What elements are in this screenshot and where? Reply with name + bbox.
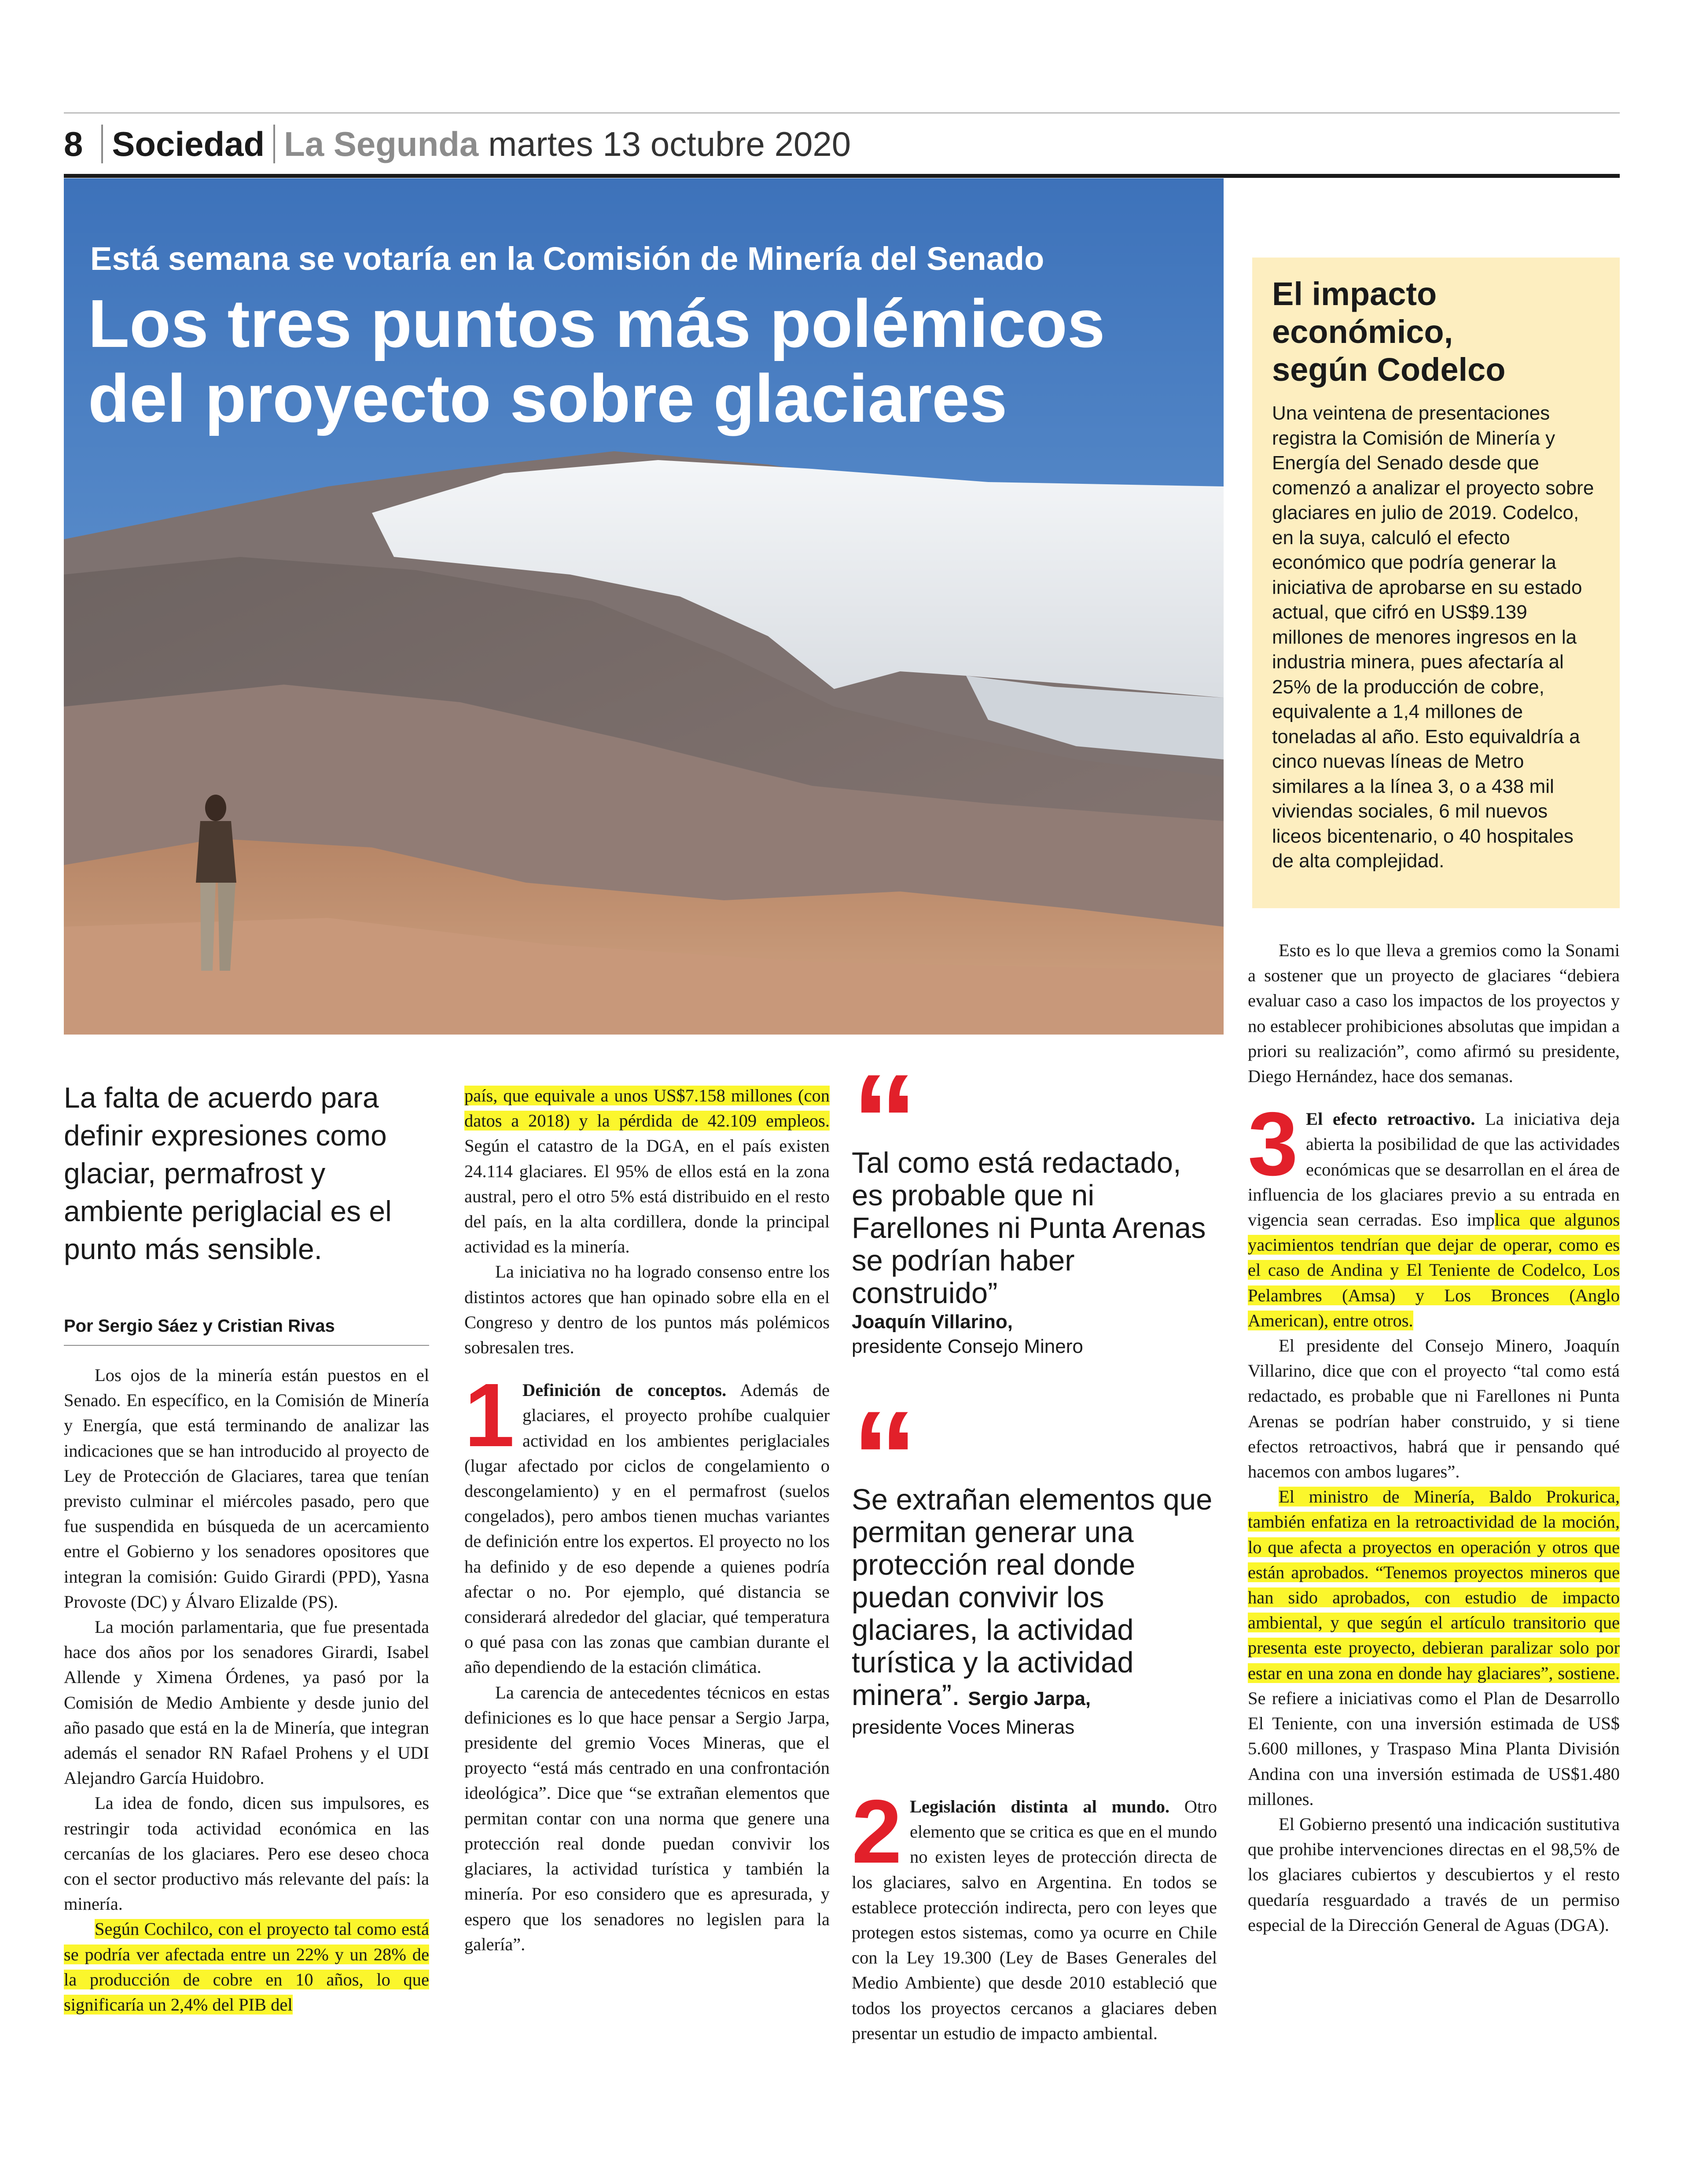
section-number-3: 3 bbox=[1248, 1094, 1298, 1195]
highlighted-text: país, que equivale a unos US$7.158 millones (con datos a 2018) y la pérdida de 42.109 empleos. bbox=[464, 1086, 830, 1131]
quote-author-role: presidente Voces Mineras bbox=[852, 1716, 1075, 1738]
section-name: Sociedad bbox=[112, 124, 265, 163]
sidebar-title-line: El impacto bbox=[1272, 276, 1437, 312]
quote-author-role: presidente Consejo Minero bbox=[852, 1336, 1083, 1357]
article-lead: La falta de acuerdo para definir expresiones como glaciar, permafrost y ambiente periglacial es el punto más sensible. bbox=[64, 1081, 392, 1265]
article-headline bbox=[88, 286, 1215, 436]
quote-mark-icon: “ bbox=[852, 1046, 918, 1194]
page-number: 8 bbox=[64, 124, 83, 163]
body-paragraph bbox=[1248, 1484, 1620, 1812]
quote-text bbox=[852, 1484, 1217, 1715]
highlighted-text: lica que algunos yacimientos tendrían que dejar de operar, como es el caso de Andina y El Teniente de Codelco, Los Pelambres (Amsa) y Los Bronces (Anglo American), entre otros. bbox=[1248, 1210, 1620, 1330]
sidebar-box bbox=[1252, 258, 1620, 908]
quote-author: Joaquín Villarino, bbox=[852, 1311, 1013, 1333]
body-text: Se refiere a iniciativas como el Plan de Desarrollo El Teniente, con una inversión estimada de US$ 5.600 millones, y Traspaso Mina Planta División Andina con una inversión estimada de US$1.480 millones. bbox=[1248, 1688, 1620, 1809]
quote-1 bbox=[852, 1046, 1217, 1359]
sidebar-body: Una veintena de presentaciones registra la Comisión de Minería y Energía del Senado desde que comenzó a analizar el proyecto sobre glaciares en julio de 2019. Codelco, en la suya, calculó el efecto económico que podría generar la iniciativa de aprobarse en su estado actual, que cifró en US$9.139 millones de menores ingresos en la industria minera, pues afectaría al 25% de la producción de cobre, equivalente a 1,4 millones de toneladas al año. Esto equivaldría a cinco nuevas líneas de Metro similares a la línea 3, o a 438 mil viviendas sociales, 6 mil nuevos liceos bicentenario, o 40 hospitales de alta complejidad. bbox=[1272, 402, 1594, 872]
body-paragraph bbox=[464, 1083, 830, 1259]
body-text: Según el catastro de la DGA, en el país existen 24.114 glaciares. El 95% de ellos está en la zona austral, pero el otro 5% está distribuido en el resto del país, en la alta cordillera, donde la principal actividad es la minería. bbox=[464, 1136, 830, 1257]
body-column-3 bbox=[852, 1781, 1217, 2046]
headline-line: Los tres puntos más polémicos bbox=[88, 286, 1105, 361]
sidebar-title bbox=[1272, 275, 1600, 389]
masthead-divider bbox=[101, 125, 103, 163]
body-paragraph: La moción parlamentaria, que fue presentada hace dos años por los senadores Girardi, Isabel Allende y Ximena Órdenes, ya pasó por la Comisión de Medio Ambiente y desde junio del año pasado que está en la de Minería, que integran además el senador RN Rafael Prohens y el UDI Alejandro García Huidobro. bbox=[64, 1617, 429, 1788]
body-paragraph: Los ojos de la minería están puestos en el Senado. En específico, en la Comisión de Minería y Energía, que está terminando de analizar las indicaciones que se han introducido al proyecto de Ley de Protección de Glaciares, tarea que tenían previsto culminar el miércoles pasado, pero que fue suspendida en búsqueda de un acercamiento entre el Gobierno y los senadores opositores que integran la comisión: Guido Girardi (PPD), Yasna Provoste (DC) y Álvaro Elizalde (PS). bbox=[64, 1365, 429, 1612]
top-rule bbox=[64, 112, 1620, 114]
issue-date: martes 13 octubre 2020 bbox=[488, 124, 851, 163]
body-paragraph: La idea de fondo, dicen sus impulsores, es restringir toda actividad económica en las cercanías de los glaciares. Pero ese deseo choca con el sector productivo más relevante del país: la minería. bbox=[64, 1793, 429, 1914]
header-rule bbox=[64, 174, 1620, 178]
sidebar-title-line: económico, bbox=[1272, 313, 1453, 350]
body-paragraph: El Gobierno presentó una indicación sustitutiva que prohibe intervenciones directas en el 98,5% de los glaciares cubiertos y descubiertos y el resto quedaría resguardado a través de un permiso especial de la Dirección General de Aguas (DGA). bbox=[1248, 1814, 1620, 1935]
section-2 bbox=[852, 1781, 1217, 2046]
body-paragraph: El presidente del Consejo Minero, Joaquín Villarino, dice que con el proyecto “tal como está redactado, es probable que ni Farellones ni Punta Arenas se podrían haber construido, y si tiene efectos retroactivos, habrá que ir pensando qué hacemos con ambos lugares”. bbox=[1248, 1336, 1620, 1482]
quote-author: Sergio Jarpa, bbox=[968, 1688, 1091, 1709]
body-column-2 bbox=[464, 1083, 830, 1957]
highlighted-text: Según Cochilco, con el proyecto tal como está se podría ver afectada entre un 22% y un 28% de la producción de cobre en 10 años, lo que significaría un 2,4% del PIB del bbox=[64, 1919, 429, 2015]
section-1 bbox=[464, 1365, 830, 1679]
body-paragraph: La iniciativa no ha logrado consenso entre los distintos actores que han opinado sobre ella en el Congreso y dentro de los puntos más polémicos sobresalen tres. bbox=[464, 1262, 830, 1358]
body-column-1 bbox=[64, 1363, 429, 2017]
body-text: Además de glaciares, el proyecto prohíbe cualquier actividad en los ambientes periglaciales (lugar afectado por ciclos de congelamiento o descongelamiento) y en el permafrost (suelos congelados), pero ambos tienen muchas variantes de definición entre los expertos. El proyecto no los ha definido y de eso depende a quienes podría afectar o no. Por ejemplo, qué distancia se considerará alrededor del glaciar, qué temperatura o qué pasa con las zonas que cambian durante el año dependiendo de la estación climática. bbox=[464, 1380, 830, 1677]
section-3 bbox=[1248, 1094, 1620, 1333]
body-text: Otro elemento que se critica es que en el mundo no existen leyes de protección directa de los glaciares, salvo en Argentina. En todos se establece protección indirecta, pero con leyes que protegen estos sistemas, como ya ocurre en Chile con la Ley 19.300 (Ley de Bases Generales del Medio Ambiente) que desde 2010 estableció que todos los proyectos cercanos a glaciares deben presentar un estudio de impacto ambiental. bbox=[852, 1797, 1217, 2043]
headline-line: del proyecto sobre glaciares bbox=[88, 361, 1007, 436]
section-number-2: 2 bbox=[852, 1781, 902, 1882]
quote-body: Se extrañan elementos que permitan generar una protección real donde puedan convivir los glaciares, la actividad turística y la actividad minera”. bbox=[852, 1483, 1213, 1712]
highlighted-text: El ministro de Minería, Baldo Prokurica, también enfatiza en la retroactividad de la moción, lo que afecta a proyectos en operación y otros que están aprobados. “Tenemos proyectos mineros que han sido aprobados, con estudio de impacto ambiental, y que según el artículo transitorio que presenta este proyecto, debieran paralizar solo por estar en una zona en donde hay glaciares”, sostiene. bbox=[1248, 1487, 1620, 1683]
section-number-1: 1 bbox=[464, 1365, 515, 1466]
masthead-divider bbox=[273, 125, 275, 163]
quote-text: Tal como está redactado, es probable que ni Farellones ni Punta Arenas se podrían haber construido” bbox=[852, 1146, 1206, 1310]
body-column-4 bbox=[1248, 938, 1620, 1937]
masthead bbox=[64, 115, 851, 173]
section-title: El efecto retroactivo. bbox=[1306, 1109, 1475, 1129]
byline-rule bbox=[64, 1345, 429, 1346]
newspaper-name: La Segunda bbox=[284, 124, 479, 163]
body-paragraph bbox=[64, 1916, 429, 2017]
quote-2 bbox=[852, 1383, 1217, 1740]
sidebar-title-line: según Codelco bbox=[1272, 351, 1506, 388]
quote-mark-icon: “ bbox=[852, 1383, 918, 1531]
body-paragraph: La carencia de antecedentes técnicos en estas definiciones es lo que hace pensar a Sergio Jarpa, presidente del gremio Voces Mineras, que el proyecto “está más centrado en una confrontación ideológica”. Dice que “se extrañan elementos que permitan contar con una norma que genere una protección real donde puedan convivir los glaciares, la actividad turística y también la minería. Por eso considero que es apresurada, y espero que los senadores no legislen para la galería”. bbox=[464, 1682, 830, 1954]
quote-attribution bbox=[852, 1310, 1217, 1334]
body-text: La iniciativa deja abierta la posibilidad de que las actividades económicas que se desarrollan en el área de influencia de los glaciares previo a su entrada en vigencia sean cerradas. Eso imp bbox=[1248, 1109, 1620, 1230]
body-paragraph: Esto es lo que lleva a gremios como la Sonami a sostener que un proyecto de glaciares “debiera evaluar caso a caso los impactos de los proyectos y no establecer prohibiciones absolutas que impidan a priori su realización”, como afirmó su presidente, Diego Hernández, hace dos semanas. bbox=[1248, 940, 1620, 1086]
article-kicker: Está semana se votaría en la Comisión de Minería del Senado bbox=[90, 240, 1044, 277]
section-title: Definición de conceptos. bbox=[522, 1380, 727, 1400]
section-title: Legislación distinta al mundo. bbox=[910, 1797, 1170, 1816]
byline: Por Sergio Sáez y Cristian Rivas bbox=[64, 1316, 335, 1336]
